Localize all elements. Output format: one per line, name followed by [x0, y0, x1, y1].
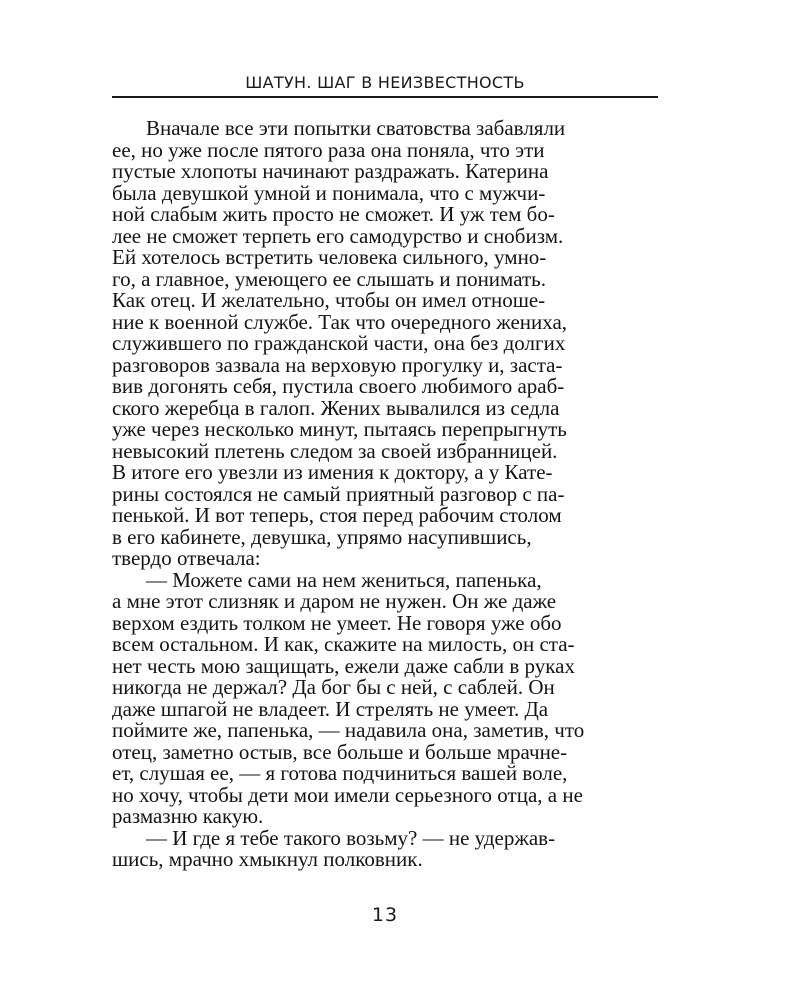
text-line: невысокий плетень следом за своей избранницей.	[112, 438, 558, 463]
text-line: лее не сможет терпеть его самодурство и снобизм.	[112, 223, 564, 248]
text-line: никогда не держал? Да бог бы с ней, с саблей. Он	[112, 675, 555, 699]
text-line: отец, заметно остыв, все больше и больше мрачне-	[112, 739, 568, 764]
text-line: Ей хотелось встретить человека сильного, умно-	[112, 245, 547, 269]
text-line: го, а главное, умеющего ее слышать и понимать.	[112, 266, 546, 291]
text-line: нет честь мою защищать, ежели даже сабли в руках	[112, 653, 575, 678]
text-line: всем остальном. И как, скажите на милость, он ста-	[112, 632, 575, 656]
text-line: твердо отвечала:	[112, 546, 261, 570]
text-line: уже через несколько минут, пытаясь перепрыгнуть	[112, 417, 567, 441]
text-line: пенькой. И вот теперь, стоя перед рабочим столом	[112, 503, 562, 527]
text-line: поймите же, папенька, — надавила она, заметив, что	[112, 718, 585, 742]
text-line: а мне этот слизняк и даром не нужен. Он же даже	[112, 589, 557, 613]
text-line: — И где я тебе такого возьму? — не удержав-	[146, 825, 556, 850]
text-line: ет, слушая ее, — я готова подчиниться вашей воле,	[112, 761, 568, 785]
text-line: ее, но уже после пятого раза она поняла, что эти	[112, 137, 545, 162]
text-line: ние к военной службе. Так что очередного жениха,	[112, 309, 568, 334]
text-line: В итоге его увезли из имения к доктору, а у Кате-	[112, 460, 553, 484]
text-line: Как отец. И желательно, чтобы он имел отноше-	[112, 288, 546, 312]
running-title: ШАТУН. ШАГ В НЕИЗВЕСТНОСТЬ	[245, 73, 525, 92]
text-line: в его кабинете, девушка, упрямо насупившись,	[112, 524, 532, 549]
text-line: но хочу, чтобы дети мои имели серьезного отца, а не	[112, 782, 583, 807]
text-line: Вначале все эти попытки сватовства забавляли	[146, 116, 566, 140]
text-line: верхом ездить толком не умеет. Не говоря уже обо	[112, 610, 562, 635]
text-line: рины состоялся не самый приятный разговор с па-	[112, 481, 565, 506]
body-text	[112, 118, 658, 871]
text-line: даже шпагой не владеет. И стрелять не умеет. Да	[112, 696, 549, 721]
page-number: 13	[371, 904, 399, 926]
header-rule	[112, 96, 658, 98]
text-line: шись, мрачно хмыкнул полковник.	[112, 847, 423, 871]
text-line: вив догонять себя, пустила своего любимого араб-	[112, 374, 565, 398]
text-line: пустые хлопоты начинают раздражать. Катерина	[112, 159, 549, 183]
text-line: ной слабым жить просто не сможет. И уж тем бо-	[112, 202, 555, 226]
text-line: — Можете сами на нем жениться, папенька,	[146, 567, 542, 592]
text-line: ского жеребца в галоп. Жених вывалился из седла	[112, 395, 560, 420]
text-line: размазню какую.	[112, 804, 264, 828]
text-line: была девушкой умной и понимала, что с мужчи-	[112, 180, 546, 205]
text-line: служившего по гражданской части, она без долгих	[112, 331, 566, 355]
text-line: разговоров зазвала на верховую прогулку и, заста-	[112, 352, 563, 377]
